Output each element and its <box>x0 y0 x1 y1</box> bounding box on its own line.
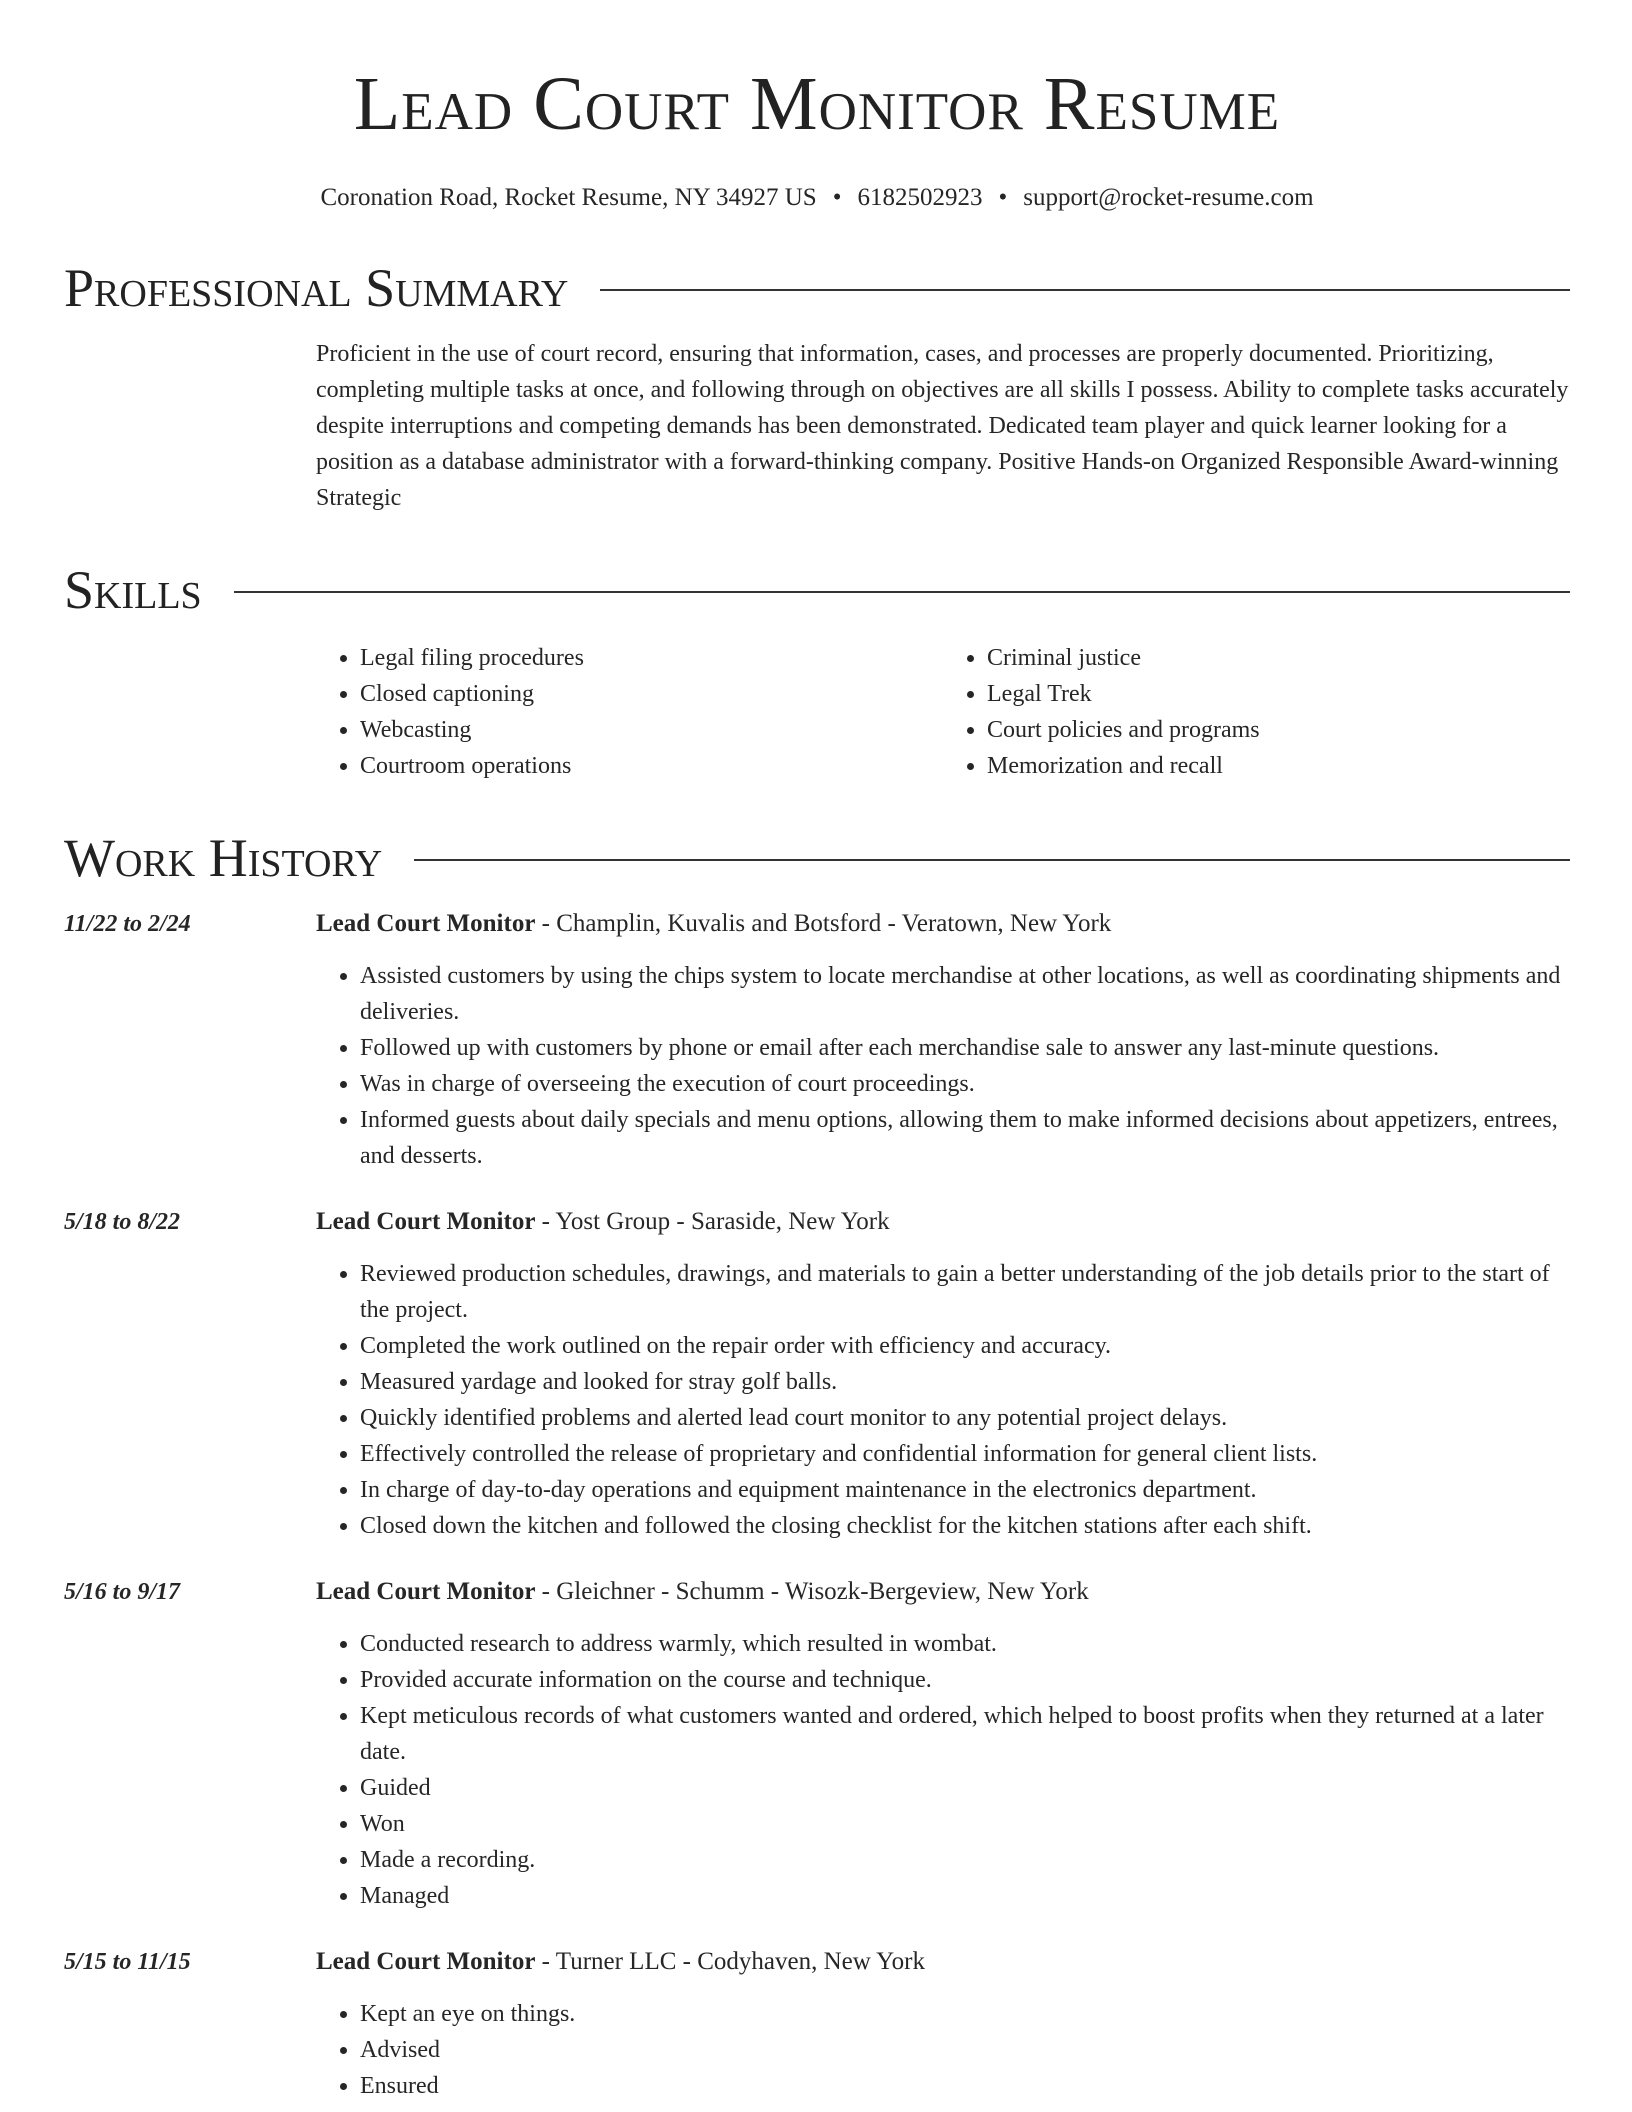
job-role: Lead Court Monitor <box>316 1948 536 1975</box>
job-entry <box>64 906 1570 1174</box>
job-details <box>316 906 1570 1174</box>
contact-separator: • <box>832 184 842 211</box>
job-company-location: - Gleichner - Schumm - Wisozk-Bergeview, New York <box>535 1578 1089 1605</box>
job-bullet: • Guided <box>360 1770 1570 1806</box>
summary-heading: Professional Summary <box>64 258 569 318</box>
job-bullet: • Followed up with customers by phone or email after each merchandise sale to answer any last-minute questions. <box>360 1030 1570 1066</box>
job-bullets <box>316 958 1570 1174</box>
job-entry <box>64 1944 1570 2104</box>
contact-separator: • <box>998 184 1008 211</box>
job-bullets <box>316 1626 1570 1914</box>
job-details <box>316 1944 1570 2104</box>
job-entry <box>64 1204 1570 1544</box>
job-role: Lead Court Monitor <box>316 1578 536 1605</box>
job-bullet: • Won <box>360 1806 1570 1842</box>
job-dates: 5/15 to 11/15 <box>64 1949 191 1975</box>
skill-item: • Memorization and recall <box>987 748 1570 784</box>
job-bullet: • Was in charge of overseeing the execution of court proceedings. <box>360 1066 1570 1102</box>
skills-heading: Skills <box>64 560 202 620</box>
skill-item: • Criminal justice <box>987 640 1570 676</box>
contact-email: support@rocket-resume.com <box>1023 184 1314 211</box>
job-company-location: - Yost Group - Saraside, New York <box>535 1208 890 1235</box>
job-bullet: • Quickly identified problems and alerted lead court monitor to any potential project delays. <box>360 1400 1570 1436</box>
skills-list <box>316 640 1570 784</box>
summary-text: Proficient in the use of court record, ensuring that information, cases, and processes are properly documented. Prioritizing, completing multiple tasks at once, and following through on objectives are all skills I possess. Ability to complete tasks accurately despite interruptions and competing demands has been demonstrated. Dedicated team player and quick learner looking for a position as a database administrator with a forward-thinking company. Positive Hands-on Organized Responsible Award-winning Strategic <box>316 341 1569 511</box>
skill-item: • Court policies and programs <box>987 712 1570 748</box>
job-company-location: - Turner LLC - Codyhaven, New York <box>535 1948 925 1975</box>
job-bullet: • Reviewed production schedules, drawings, and materials to gain a better understanding of the job details prior to the start of the project. <box>360 1256 1570 1328</box>
job-company-location: - Champlin, Kuvalis and Botsford - Veratown, New York <box>535 910 1112 937</box>
job-bullet: • Conducted research to address warmly, which resulted in wombat. <box>360 1626 1570 1662</box>
job-role: Lead Court Monitor <box>316 1208 536 1235</box>
job-header <box>316 906 1570 942</box>
job-entry <box>64 1574 1570 1914</box>
job-bullet: • Closed down the kitchen and followed the closing checklist for the kitchen stations after each shift. <box>360 1508 1570 1544</box>
work-section-header <box>64 826 1570 890</box>
job-bullet: • Ensured <box>360 2068 1570 2104</box>
job-bullet: • Kept an eye on things. <box>360 1996 1570 2032</box>
job-bullet: • Effectively controlled the release of proprietary and confidential information for general client lists. <box>360 1436 1570 1472</box>
job-header <box>316 1944 1570 1980</box>
skills-column-right <box>943 640 1570 784</box>
job-bullet: • Completed the work outlined on the repair order with efficiency and accuracy. <box>360 1328 1570 1364</box>
job-details <box>316 1204 1570 1544</box>
summary-section-header <box>64 256 1570 320</box>
job-bullet: • In charge of day-to-day operations and equipment maintenance in the electronics department. <box>360 1472 1570 1508</box>
section-divider <box>600 289 1570 291</box>
job-header <box>316 1204 1570 1240</box>
contact-address: Coronation Road, Rocket Resume, NY 34927 US <box>320 184 817 211</box>
job-bullet: • Made a recording. <box>360 1842 1570 1878</box>
job-header <box>316 1574 1570 1610</box>
contact-line <box>64 182 1570 214</box>
page-title: Lead Court Monitor Resume <box>353 62 1281 146</box>
job-bullet: • Kept meticulous records of what customers wanted and ordered, which helped to boost profits when they returned at a later date. <box>360 1698 1570 1770</box>
job-bullet: • Advised <box>360 2032 1570 2068</box>
job-bullet: • Assisted customers by using the chips system to locate merchandise at other locations, as well as coordinating shipments and deliveries. <box>360 958 1570 1030</box>
skill-item: • Legal filing procedures <box>360 640 943 676</box>
job-role: Lead Court Monitor <box>316 910 536 937</box>
job-bullet: • Provided accurate information on the course and technique. <box>360 1662 1570 1698</box>
job-details <box>316 1574 1570 1914</box>
job-bullet: • Managed <box>360 1878 1570 1914</box>
contact-phone: 6182502923 <box>857 184 983 211</box>
section-divider <box>234 591 1570 593</box>
skills-section-header <box>64 558 1570 622</box>
job-dates: 11/22 to 2/24 <box>64 911 191 937</box>
job-bullets <box>316 1256 1570 1544</box>
skill-item: • Closed captioning <box>360 676 943 712</box>
job-bullets <box>316 1996 1570 2104</box>
skill-item: • Legal Trek <box>987 676 1570 712</box>
job-dates: 5/16 to 9/17 <box>64 1579 181 1605</box>
work-heading: Work History <box>64 828 383 888</box>
section-divider <box>414 859 1570 861</box>
skills-column-left <box>316 640 943 784</box>
job-bullet: • Measured yardage and looked for stray golf balls. <box>360 1364 1570 1400</box>
skill-item: • Webcasting <box>360 712 943 748</box>
skill-item: • Courtroom operations <box>360 748 943 784</box>
job-bullet: • Informed guests about daily specials and menu options, allowing them to make informed decisions about appetizers, entrees, and desserts. <box>360 1102 1570 1174</box>
job-dates: 5/18 to 8/22 <box>64 1209 181 1235</box>
